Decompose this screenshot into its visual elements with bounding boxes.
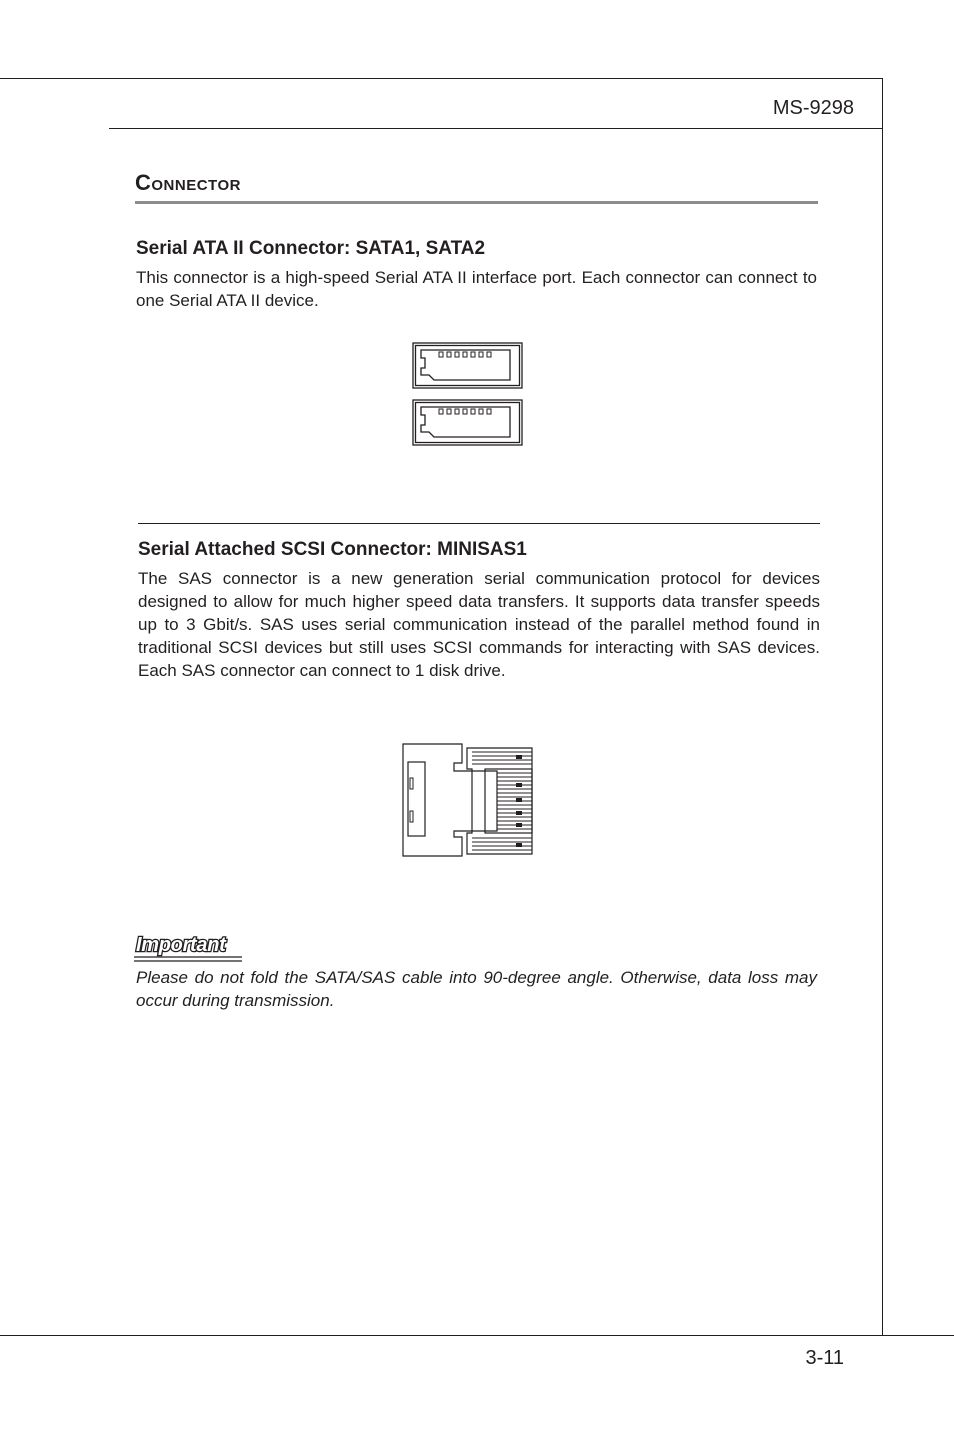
header-rule	[109, 128, 883, 129]
top-border-line	[0, 78, 883, 79]
important-label: Important	[136, 934, 226, 956]
model-number: MS-9298	[772, 97, 854, 119]
sas-heading: Serial Attached SCSI Connector: MINISAS1	[138, 539, 527, 560]
page-number: 3-11	[805, 1347, 844, 1369]
sata-description: This connector is a high-speed Serial ATA II interface port. Each connector can connect to one Serial ATA II device.	[136, 268, 817, 310]
sata-heading: Serial ATA II Connector: SATA1, SATA2	[136, 238, 486, 259]
sata1-connector-drawing	[413, 343, 522, 388]
sas-description: The SAS connector is a new generation serial communication protocol for devices designed to allow for much higher speed data transfers. It supports data transfer speeds up to 3 Gbit/s. SAS uses serial communication instead of the parallel method found in traditional SCSI devices but still uses SCSI commands for interacting with SAS devices. Each SAS connector can connect to 1 disk drive.	[138, 569, 820, 680]
section-title: Connector	[135, 170, 241, 195]
important-note-text: Please do not fold the SATA/SAS cable into 90-degree angle. Otherwise, data loss may occur during transmission.	[136, 968, 817, 1010]
sata-connectors-illustration	[412, 342, 524, 448]
footer-rule	[0, 1335, 954, 1336]
sata2-connector-drawing	[413, 400, 522, 445]
section-title-underline	[135, 201, 818, 204]
right-border-line	[882, 78, 883, 1336]
minisas-connector-illustration	[402, 743, 536, 859]
sas-section-divider	[138, 523, 820, 524]
important-badge	[134, 929, 244, 965]
